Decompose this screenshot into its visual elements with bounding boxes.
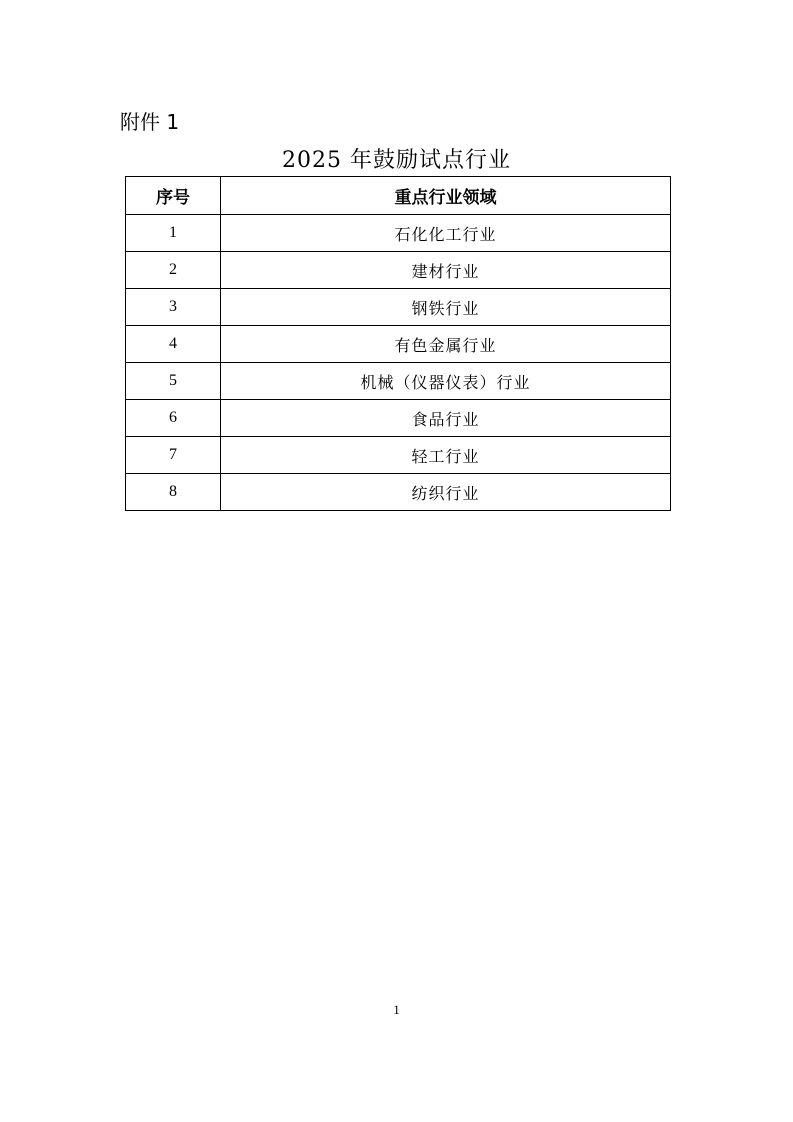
row-industry: 建材行业 [221,252,671,289]
row-number: 4 [126,326,221,363]
industry-table [125,176,671,511]
row-industry: 纺织行业 [221,474,671,511]
row-number: 3 [126,289,221,326]
document-title: 2025 年鼓励试点行业 [282,148,511,173]
row-number: 2 [126,252,221,289]
table-row [126,252,671,289]
table-row [126,437,671,474]
table-row [126,363,671,400]
attachment-label: 附件 1 [120,110,180,134]
row-number: 5 [126,363,221,400]
row-industry: 机械（仪器仪表）行业 [221,363,671,400]
table-row [126,400,671,437]
table-row [126,326,671,363]
table-row [126,215,671,252]
row-industry: 石化化工行业 [221,215,671,252]
row-industry: 钢铁行业 [221,289,671,326]
row-industry: 有色金属行业 [221,326,671,363]
row-number: 1 [126,215,221,252]
header-serial-number: 序号 [126,177,221,215]
row-number: 6 [126,400,221,437]
row-number: 8 [126,474,221,511]
page-number: 1 [393,1002,400,1017]
table-header-row [126,177,671,215]
row-number: 7 [126,437,221,474]
row-industry: 食品行业 [221,400,671,437]
header-key-industry-field: 重点行业领域 [221,177,671,215]
row-industry: 轻工行业 [221,437,671,474]
table-row [126,474,671,511]
table-row [126,289,671,326]
